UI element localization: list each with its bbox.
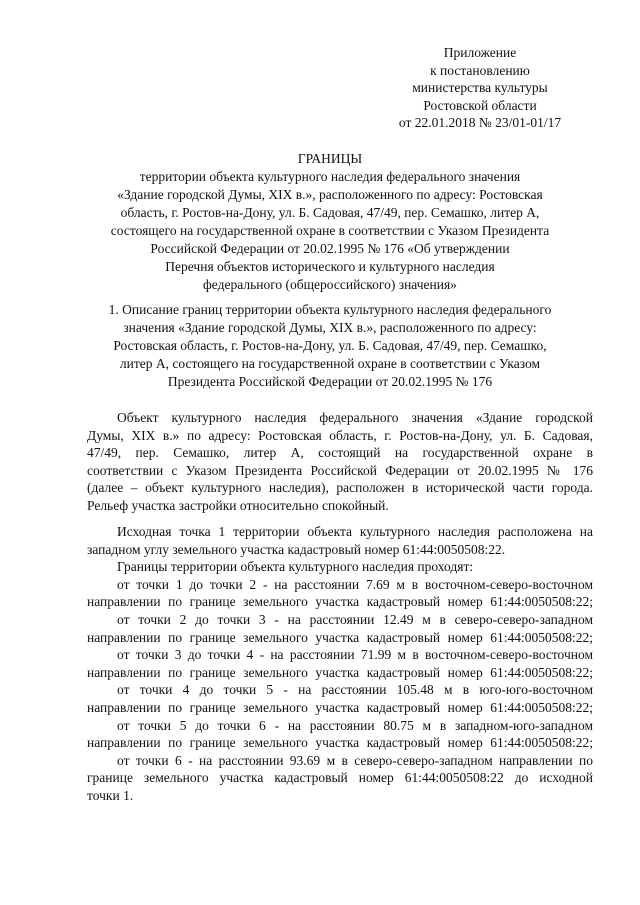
title-line: Российской Федерации от 20.02.1995 № 176 «Об утверждении [150, 241, 510, 256]
title-heading: ГРАНИЦЫ [297, 151, 363, 166]
section-heading-line: Президента Российской Федерации от 20.02.1995 № 176 [167, 374, 493, 389]
object-description-paragraph [87, 409, 593, 515]
boundaries-paragraph [87, 523, 593, 805]
title-line: область, г. Ростов-на-Дону, ул. Б. Садовая, 47/49, пер. Семашко, литер А, [120, 205, 540, 220]
boundary-line: от точки 6 - на расстоянии 93.69 м в северо-северо-западном направлении по [117, 752, 593, 768]
boundary-line: от точки 5 до точки 6 - на расстоянии 80.75 м в западном-юго-западном [117, 717, 593, 733]
boundary-line: от точки 4 до точки 5 - на расстоянии 105.48 м в юго-юго-восточном [117, 682, 593, 698]
appendix-line: министерства культуры [412, 80, 548, 95]
boundary-line: западном углу земельного участка кадастровый номер 61:44:0050508:22. [87, 541, 506, 557]
boundary-line: от точки 2 до точки 3 - на расстоянии 12.49 м в северо-северо-западном [117, 611, 593, 627]
paragraph-line: соответствии с Указом Президента Российской Федерации от 20.02.1995 № 176 [87, 462, 593, 478]
paragraph-line: Объект культурного наследия федерального значения «Здание городской [117, 410, 593, 425]
paragraph-line: Думы, XIX в.» по адресу: Ростовская область, г. Ростов-на-Дону, ул. Б. Садовая, [87, 427, 593, 443]
section-heading-line: Ростовская область, г. Ростов-на-Дону, ул. Б. Садовая, 47/49, пер. Семашко, [113, 338, 547, 353]
paragraph-line: 47/49, пер. Семашко, литер А, состоящий на государственной охране в [87, 445, 593, 461]
boundary-line: направлении по границе земельного участка кадастровый номер 61:44:0050508:22; [87, 664, 593, 680]
title-line: Перечня объектов исторического и культурного наследия [165, 259, 495, 274]
title-line: территории объекта культурного наследия федерального значения [139, 169, 521, 184]
appendix-line: Ростовской области [423, 97, 537, 113]
appendix-date-number: от 22.01.2018 № 23/01-01/17 [398, 115, 562, 130]
boundary-line: от точки 3 до точки 4 - на расстоянии 71.99 м в восточном-северо-восточном [117, 647, 593, 663]
boundary-line: границе земельного участка кадастровый номер 61:44:0050508:22 до исходной [87, 770, 593, 786]
appendix-line: Приложение [443, 45, 517, 60]
document-title [60, 150, 600, 294]
boundary-line: направлении по границе земельного участка кадастровый номер 61:44:0050508:22; [87, 735, 593, 751]
paragraph-line: Рельеф участка застройки относительно спокойный. [87, 497, 389, 513]
boundary-line: точки 1. [87, 787, 134, 803]
boundary-line: Исходная точка 1 территории объекта культурного наследия расположена на [117, 524, 593, 539]
paragraph-line: (далее – объект культурного наследия), расположен в исторической части города. [87, 480, 593, 496]
section-heading-line: значения «Здание городской Думы, XIX в.», расположенного по адресу: [123, 320, 537, 335]
section-1-heading [60, 301, 600, 391]
appendix-block [360, 44, 600, 132]
boundary-line: направлении по границе земельного участка кадастровый номер 61:44:0050508:22; [87, 594, 593, 610]
boundary-line: направлении по границе земельного участка кадастровый номер 61:44:0050508:22; [87, 629, 593, 645]
title-line: «Здание городской Думы, XIX в.», расположенного по адресу: Ростовская [117, 187, 543, 202]
section-heading-line: литер А, состоящего на государственной охране в соответствии с Указом [119, 356, 541, 371]
title-line: федерального (общероссийского) значения» [203, 277, 457, 292]
boundary-line: от точки 1 до точки 2 - на расстоянии 7.69 м в восточном-северо-восточном [117, 576, 593, 592]
boundary-line: направлении по границе земельного участка кадастровый номер 61:44:0050508:22; [87, 699, 593, 715]
appendix-line: к постановлению [430, 62, 530, 78]
section-heading-line: 1. Описание границ территории объекта культурного наследия федерального [108, 302, 552, 317]
title-line: состоящего на государственной охране в соответствии с Указом Президента [110, 223, 550, 238]
boundary-line: Границы территории объекта культурного наследия проходят: [117, 559, 474, 575]
